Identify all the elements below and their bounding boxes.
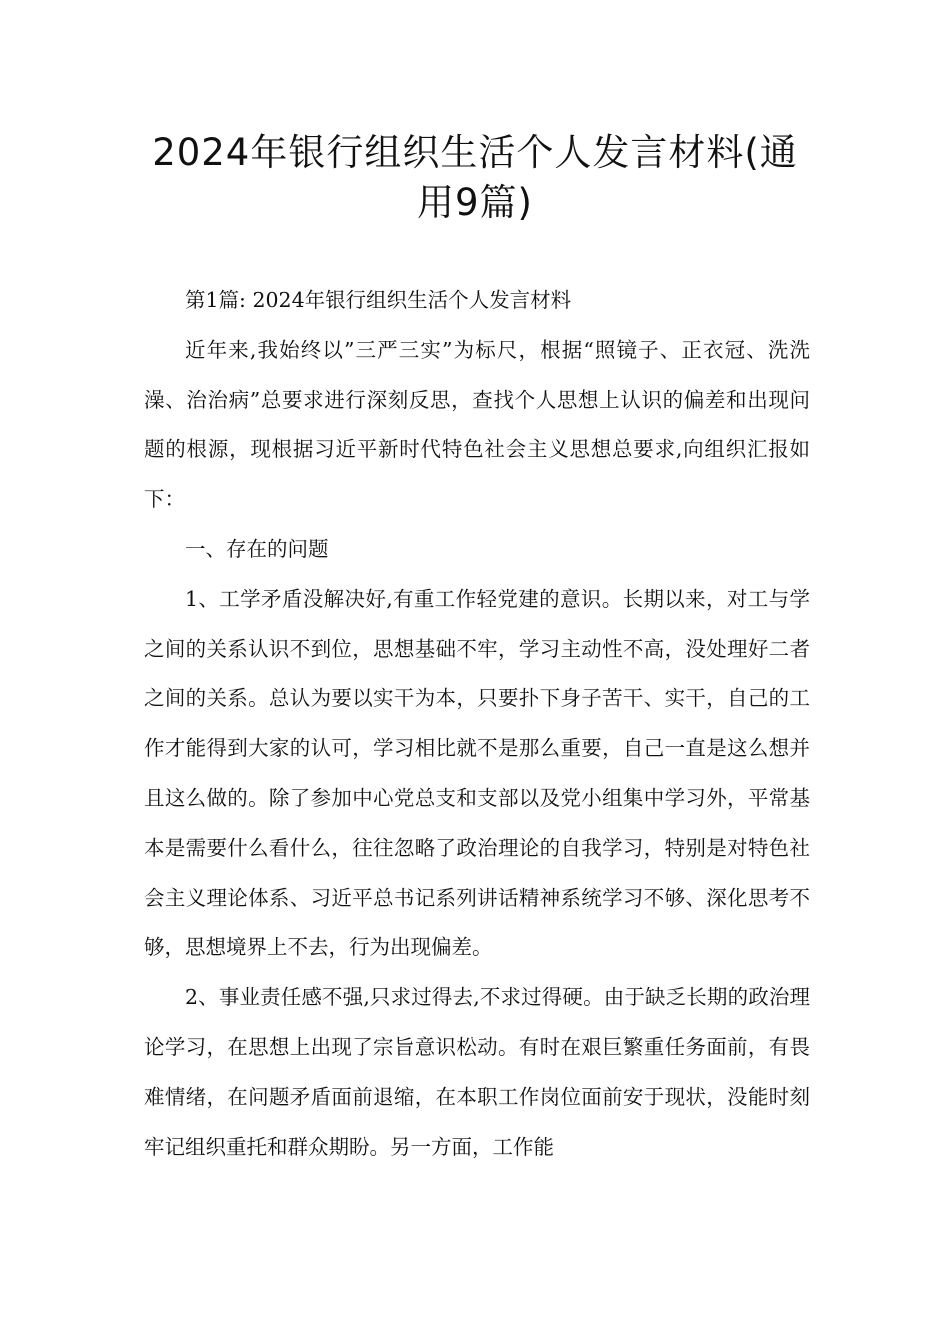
document-title: 2024年银行组织生活个人发言材料(通用9篇) (152, 131, 798, 224)
paragraph-problem-2: 2、事业责任感不强,只求过得去,不求过得硬。由于缺乏长期的政治理论学习，在思想上出现了宗旨意识松动。有时在艰巨繁重任务面前，有畏难情绪，在问题矛盾面前退缩，在本职工作岗位面前安于现状，没能时刻牢记组织重托和群众期盼。另一方面，工作能 (144, 985, 810, 1159)
paragraph-section-heading: 一、存在的问题 (185, 536, 329, 561)
paragraph-problem-1: 1、工学矛盾没解决好,有重工作轻党建的意识。长期以来，对工与学之间的关系认识不到位，思想基础不牢，学习主动性不高，没处理好二者之间的关系。总认为要以实干为本，只要扑下身子苦干、实干，自己的工作才能得到大家的认可，学习相比就不是那么重要，自己一直是这么想并且这么做的。除了参加中心党总支和支部以及党小组集中学习外，平常基本是需要什么看什么，往往忽略了政治理论的自我学习，特别是对特色社会主义理论体系、习近平总书记系列讲话精神系统学习不够、深化思考不够，思想境界上不去，行为出现偏差。 (144, 586, 810, 960)
paragraph-intro: 近年来,我始终以”三严三实”为标尺，根据“照镜子、正衣冠、洗洗澡、治治病”总要求进行深刻反思，查找个人思想上认识的偏差和出现问题的根源，现根据习近平新时代特色社会主义思想总要求,向组织汇报如下： (144, 337, 810, 512)
paragraph-chapter-heading: 第1篇: 2024年银行组织生活个人发言材料 (185, 288, 572, 312)
document-body (144, 276, 810, 1172)
